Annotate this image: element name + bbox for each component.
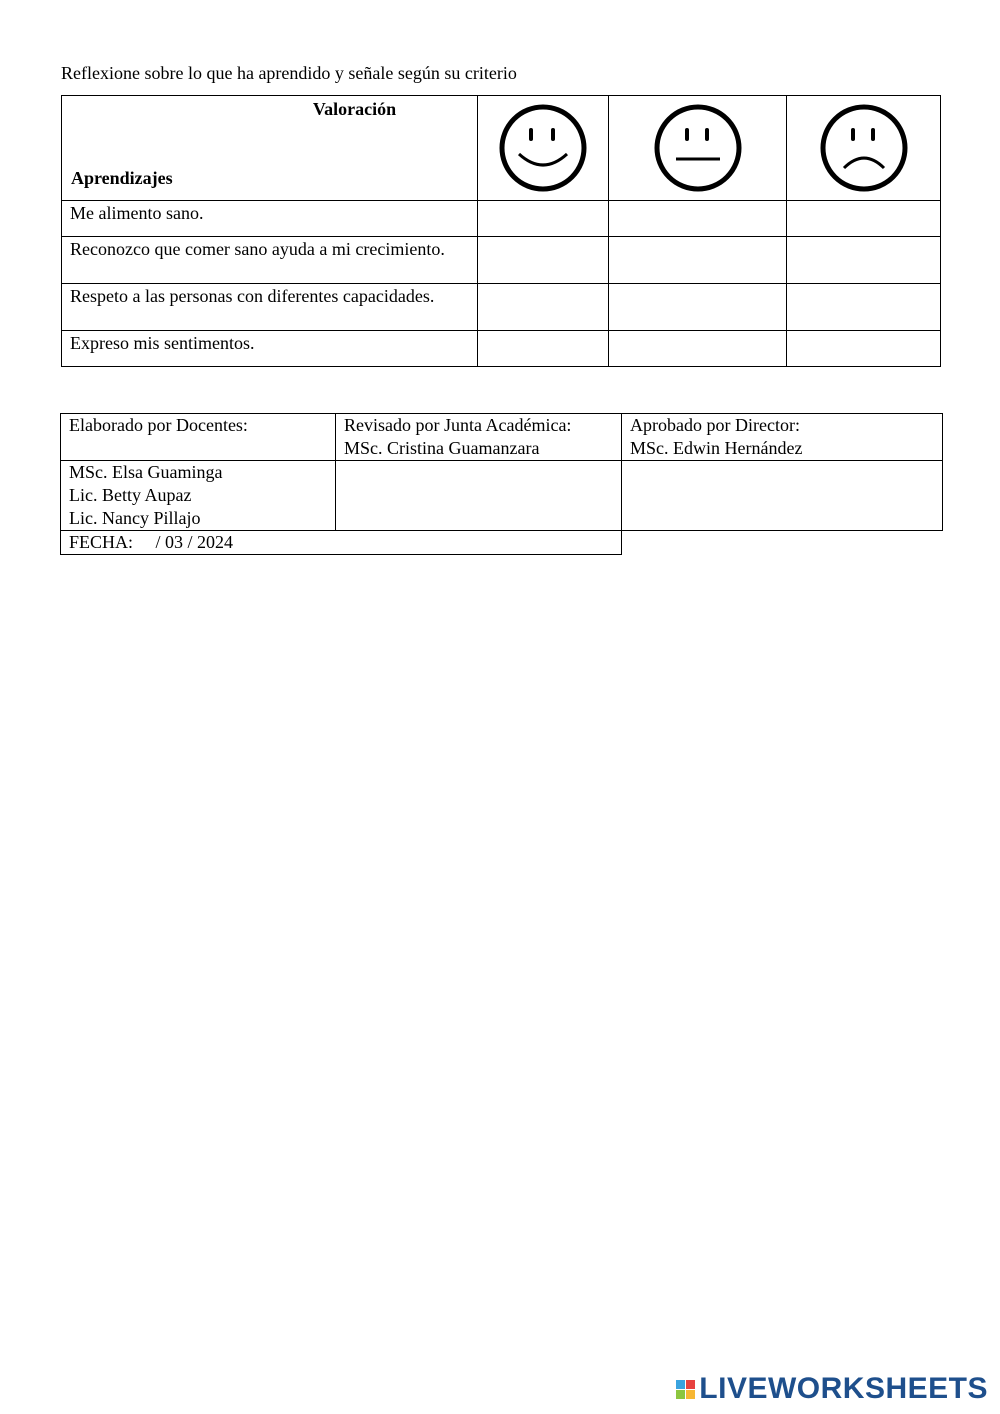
sad-face-cell [787, 96, 941, 201]
docente-name: Lic. Betty Aupaz [69, 485, 192, 505]
neutral-checkbox-cell[interactable] [609, 284, 787, 331]
docente-name: MSc. Elsa Guaminga [69, 462, 223, 482]
neutral-face-cell [609, 96, 787, 201]
item-label: Me alimento sano. [62, 201, 478, 237]
smiley-neutral-icon [652, 102, 744, 194]
smiley-happy-icon [497, 102, 589, 194]
empty-cell [622, 531, 943, 555]
evaluation-header-cell [62, 96, 478, 201]
fecha-cell [61, 531, 622, 555]
elaborado-cell [61, 414, 336, 461]
elaborado-label: Elaborado por Docentes: [69, 415, 248, 435]
evaluation-row [62, 201, 941, 237]
signature-header-row [61, 414, 943, 461]
signature-table [60, 413, 943, 555]
evaluation-row [62, 284, 941, 331]
aprobado-signature-cell [622, 461, 943, 531]
sad-checkbox-cell[interactable] [787, 331, 941, 367]
happy-checkbox-cell[interactable] [478, 331, 609, 367]
revisado-signature-cell [336, 461, 622, 531]
revisado-name: MSc. Cristina Guamanzara [344, 438, 540, 458]
item-label: Reconozco que comer sano ayuda a mi crecimiento. [62, 237, 478, 284]
revisado-cell [336, 414, 622, 461]
evaluation-row [62, 237, 941, 284]
neutral-checkbox-cell[interactable] [609, 237, 787, 284]
header-aprendizajes: Aprendizajes [71, 168, 173, 188]
neutral-checkbox-cell[interactable] [609, 331, 787, 367]
happy-checkbox-cell[interactable] [478, 237, 609, 284]
aprobado-label: Aprobado por Director: [630, 415, 800, 435]
evaluation-header-row [62, 96, 941, 201]
aprobado-cell [622, 414, 943, 461]
item-label: Expreso mis sentimentos. [62, 331, 478, 367]
fecha-text: FECHA: / 03 / 2024 [69, 532, 234, 552]
fecha-row [61, 531, 943, 555]
docentes-cell [61, 461, 336, 531]
signature-names-row [61, 461, 943, 531]
happy-checkbox-cell[interactable] [478, 284, 609, 331]
liveworksheets-logo [676, 1372, 988, 1406]
item-label: Respeto a las personas con diferentes capacidades. [62, 284, 478, 331]
header-valoracion: Valoración [312, 99, 397, 119]
sad-checkbox-cell[interactable] [787, 201, 941, 237]
smiley-sad-icon [818, 102, 910, 194]
instruction-text: Reflexione sobre lo que ha aprendido y señale según su criterio [61, 63, 517, 83]
happy-checkbox-cell[interactable] [478, 201, 609, 237]
happy-face-cell [478, 96, 609, 201]
aprobado-name: MSc. Edwin Hernández [630, 438, 803, 458]
sad-checkbox-cell[interactable] [787, 284, 941, 331]
logo-text: LIVEWORKSHEETS [699, 1372, 988, 1405]
evaluation-row [62, 331, 941, 367]
liveworksheets-logo-icon [676, 1380, 695, 1399]
sad-checkbox-cell[interactable] [787, 237, 941, 284]
evaluation-table [61, 95, 941, 367]
docente-name: Lic. Nancy Pillajo [69, 508, 201, 528]
revisado-label: Revisado por Junta Académica: [344, 415, 572, 435]
neutral-checkbox-cell[interactable] [609, 201, 787, 237]
